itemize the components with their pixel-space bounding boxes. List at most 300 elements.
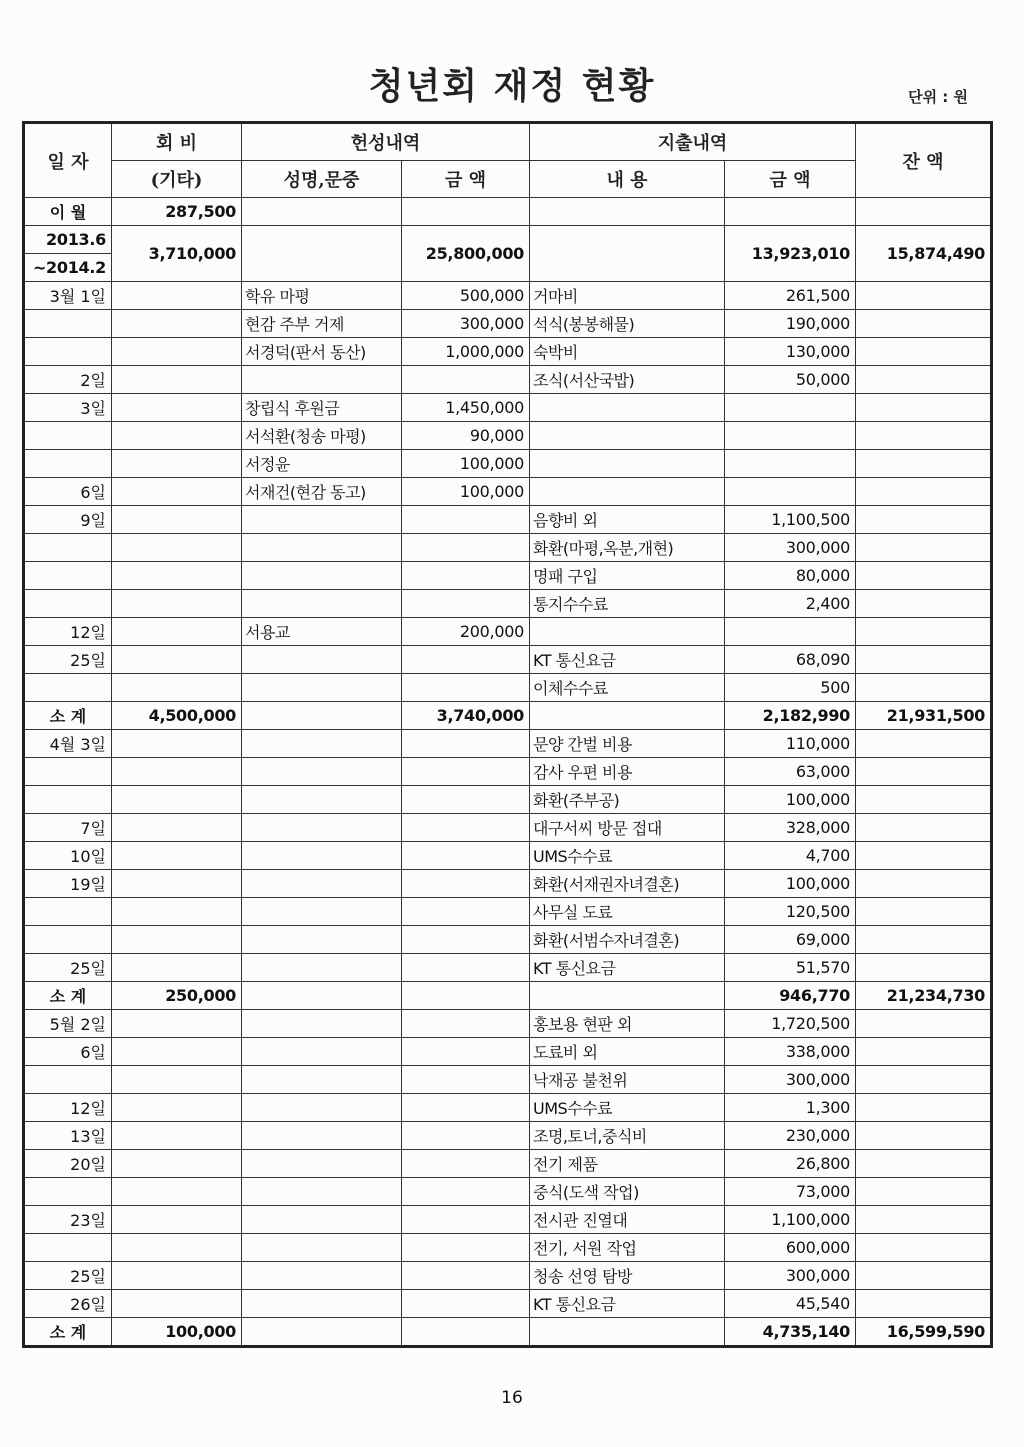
row-fee: [112, 1038, 242, 1066]
row-date: [24, 758, 112, 786]
row-donation-amount: [402, 1262, 530, 1290]
period-donation-amount: 25,800,000: [402, 226, 530, 282]
header-date: 일 자: [24, 123, 112, 198]
row-donor-name: [242, 674, 402, 702]
row-date: [24, 562, 112, 590]
row-date: 25일: [24, 1262, 112, 1290]
row-expense-amount: 2,182,990: [725, 702, 856, 730]
row-expense-content: 명패 구입: [530, 562, 725, 590]
row-expense-content: 조식(서산국밥): [530, 366, 725, 394]
table-row: [24, 870, 992, 898]
row-date: 소 계: [24, 982, 112, 1010]
table-row: [24, 1262, 992, 1290]
row-donation-amount: [402, 646, 530, 674]
row-fee: [112, 898, 242, 926]
row-expense-amount: 500: [725, 674, 856, 702]
row-donation-amount: [402, 562, 530, 590]
row-balance: 16,599,590: [856, 1318, 992, 1347]
row-expense-amount: [725, 618, 856, 646]
row-expense-content: 낙재공 불천위: [530, 1066, 725, 1094]
row-donor-name: [242, 814, 402, 842]
row-expense-amount: [725, 422, 856, 450]
row-fee: [112, 1206, 242, 1234]
row-donor-name: 현감 주부 거제: [242, 310, 402, 338]
row-expense-amount: 130,000: [725, 338, 856, 366]
row-expense-content: 감사 우편 비용: [530, 758, 725, 786]
row-donor-name: 서경덕(판서 동산): [242, 338, 402, 366]
row-balance: [856, 1150, 992, 1178]
row-balance: [856, 898, 992, 926]
row-donor-name: [242, 1178, 402, 1206]
period-balance: 15,874,490: [856, 226, 992, 282]
row-donor-name: 서재건(현감 동고): [242, 478, 402, 506]
row-date: 소 계: [24, 1318, 112, 1347]
row-date: 20일: [24, 1150, 112, 1178]
header-expense-group: 지출내역: [530, 123, 856, 161]
row-expense-amount: 946,770: [725, 982, 856, 1010]
row-expense-amount: 2,400: [725, 590, 856, 618]
row-balance: [856, 1038, 992, 1066]
row-fee: [112, 590, 242, 618]
row-expense-content: [530, 422, 725, 450]
row-donation-amount: [402, 590, 530, 618]
table-row: [24, 814, 992, 842]
row-donor-name: [242, 1290, 402, 1318]
row-donor-name: [242, 842, 402, 870]
row-expense-amount: 100,000: [725, 870, 856, 898]
row-expense-amount: 120,500: [725, 898, 856, 926]
row-balance: [856, 758, 992, 786]
row-balance: [856, 422, 992, 450]
row-expense-content: UMS수수료: [530, 1094, 725, 1122]
row-donation-amount: [402, 786, 530, 814]
row-date: 25일: [24, 954, 112, 982]
row-balance: [856, 478, 992, 506]
row-expense-content: 전기, 서원 작업: [530, 1234, 725, 1262]
row-expense-content: 통지수수료: [530, 590, 725, 618]
row-date: 19일: [24, 870, 112, 898]
row-balance: [856, 506, 992, 534]
row-fee: [112, 310, 242, 338]
row-date: 3월 1일: [24, 282, 112, 310]
row-donor-name: 서용교: [242, 618, 402, 646]
subtotal-row: [24, 1318, 992, 1347]
row-donation-amount: 3,740,000: [402, 702, 530, 730]
row-fee: [112, 478, 242, 506]
header-balance: 잔 액: [856, 123, 992, 198]
row-donor-name: [242, 954, 402, 982]
row-expense-amount: 230,000: [725, 1122, 856, 1150]
finance-table: [22, 121, 993, 1348]
row-fee: [112, 1150, 242, 1178]
row-date: [24, 1066, 112, 1094]
row-expense-content: [530, 1318, 725, 1347]
table-row: [24, 366, 992, 394]
row-date: [24, 422, 112, 450]
row-expense-amount: 300,000: [725, 534, 856, 562]
row-donor-name: [242, 1206, 402, 1234]
row-donation-amount: [402, 674, 530, 702]
row-date: [24, 590, 112, 618]
row-fee: [112, 1010, 242, 1038]
row-fee: [112, 366, 242, 394]
row-donation-amount: 90,000: [402, 422, 530, 450]
row-expense-amount: 600,000: [725, 1234, 856, 1262]
table-row: [24, 1066, 992, 1094]
row-donor-name: [242, 534, 402, 562]
table-row: [24, 1178, 992, 1206]
row-expense-content: 화환(마평,옥분,개현): [530, 534, 725, 562]
period-expense-amount: 13,923,010: [725, 226, 856, 282]
row-expense-content: 화환(서범수자녀결혼): [530, 926, 725, 954]
row-expense-amount: 50,000: [725, 366, 856, 394]
row-fee: [112, 506, 242, 534]
row-expense-amount: 100,000: [725, 786, 856, 814]
row-donor-name: [242, 1262, 402, 1290]
subtotal-row: [24, 702, 992, 730]
row-donation-amount: [402, 954, 530, 982]
row-balance: [856, 814, 992, 842]
header-expense-amount: 금 액: [725, 161, 856, 198]
row-donor-name: [242, 1150, 402, 1178]
row-expense-amount: 26,800: [725, 1150, 856, 1178]
row-expense-amount: 73,000: [725, 1178, 856, 1206]
row-expense-amount: [725, 450, 856, 478]
row-expense-amount: [725, 478, 856, 506]
row-donor-name: [242, 926, 402, 954]
row-fee: [112, 674, 242, 702]
table-row: [24, 926, 992, 954]
row-donation-amount: [402, 1038, 530, 1066]
row-expense-content: 대구서씨 방문 접대: [530, 814, 725, 842]
row-expense-content: 음향비 외: [530, 506, 725, 534]
row-expense-content: [530, 702, 725, 730]
table-row: [24, 590, 992, 618]
row-donation-amount: 500,000: [402, 282, 530, 310]
row-fee: [112, 954, 242, 982]
row-fee: [112, 1094, 242, 1122]
row-fee: [112, 1290, 242, 1318]
row-fee: 100,000: [112, 1318, 242, 1347]
row-balance: [856, 1262, 992, 1290]
row-date: 6일: [24, 1038, 112, 1066]
row-fee: [112, 1066, 242, 1094]
row-balance: [856, 786, 992, 814]
row-date: 7일: [24, 814, 112, 842]
subtotal-row: [24, 982, 992, 1010]
row-expense-content: [530, 478, 725, 506]
row-donor-name: [242, 758, 402, 786]
period-start: 2013.6: [24, 226, 112, 254]
row-donation-amount: [402, 1150, 530, 1178]
row-donation-amount: 100,000: [402, 478, 530, 506]
row-donor-name: [242, 1234, 402, 1262]
carryover-label: 이 월: [24, 198, 112, 226]
row-date: [24, 310, 112, 338]
row-expense-content: 화환(서재권자녀결혼): [530, 870, 725, 898]
row-expense-content: 거마비: [530, 282, 725, 310]
row-donor-name: [242, 1066, 402, 1094]
table-row: [24, 618, 992, 646]
row-balance: 21,234,730: [856, 982, 992, 1010]
row-date: 13일: [24, 1122, 112, 1150]
carryover-fee: 287,500: [112, 198, 242, 226]
table-row: [24, 562, 992, 590]
row-donor-name: [242, 702, 402, 730]
table-row: [24, 394, 992, 422]
row-date: 6일: [24, 478, 112, 506]
row-fee: [112, 1234, 242, 1262]
row-donation-amount: [402, 898, 530, 926]
table-row: [24, 1094, 992, 1122]
row-date: 5월 2일: [24, 1010, 112, 1038]
row-expense-amount: 63,000: [725, 758, 856, 786]
table-row: [24, 730, 992, 758]
row-fee: [112, 1178, 242, 1206]
table-row: [24, 842, 992, 870]
row-balance: [856, 562, 992, 590]
row-donor-name: [242, 786, 402, 814]
page-number: 16: [501, 1388, 523, 1408]
row-fee: [112, 282, 242, 310]
row-expense-content: KT 통신요금: [530, 646, 725, 674]
row-balance: [856, 282, 992, 310]
row-donor-name: [242, 590, 402, 618]
row-date: 25일: [24, 646, 112, 674]
row-balance: [856, 674, 992, 702]
table-row: [24, 1038, 992, 1066]
row-balance: [856, 618, 992, 646]
table-row: [24, 506, 992, 534]
row-donor-name: [242, 366, 402, 394]
row-balance: [856, 1066, 992, 1094]
row-expense-content: 도료비 외: [530, 1038, 725, 1066]
row-donation-amount: [402, 842, 530, 870]
row-donation-amount: [402, 730, 530, 758]
row-fee: 4,500,000: [112, 702, 242, 730]
row-expense-content: 화환(주부공): [530, 786, 725, 814]
row-date: [24, 1234, 112, 1262]
row-donation-amount: [402, 926, 530, 954]
table-row: [24, 646, 992, 674]
row-fee: [112, 450, 242, 478]
row-balance: [856, 1206, 992, 1234]
row-date: [24, 450, 112, 478]
row-balance: [856, 926, 992, 954]
header-fee-other: (기타): [112, 161, 242, 198]
table-row: [24, 310, 992, 338]
row-donation-amount: [402, 1010, 530, 1038]
row-donation-amount: [402, 506, 530, 534]
row-donation-amount: [402, 1066, 530, 1094]
period-end: ~2014.2: [24, 254, 112, 282]
row-donor-name: [242, 1038, 402, 1066]
row-expense-content: 사무실 도료: [530, 898, 725, 926]
row-date: 12일: [24, 618, 112, 646]
row-expense-content: [530, 618, 725, 646]
row-expense-content: 숙박비: [530, 338, 725, 366]
row-donor-name: [242, 898, 402, 926]
table-row: [24, 478, 992, 506]
row-expense-content: 청송 선영 탐방: [530, 1262, 725, 1290]
row-donation-amount: [402, 758, 530, 786]
row-balance: [856, 646, 992, 674]
row-donor-name: 서정윤: [242, 450, 402, 478]
row-expense-amount: 300,000: [725, 1262, 856, 1290]
row-date: [24, 338, 112, 366]
row-donation-amount: [402, 1318, 530, 1347]
row-date: 3일: [24, 394, 112, 422]
row-expense-amount: 4,700: [725, 842, 856, 870]
row-expense-amount: 300,000: [725, 1066, 856, 1094]
row-donor-name: 학유 마평: [242, 282, 402, 310]
row-balance: [856, 590, 992, 618]
row-date: 소 계: [24, 702, 112, 730]
row-balance: 21,931,500: [856, 702, 992, 730]
row-donation-amount: [402, 366, 530, 394]
table-row: [24, 282, 992, 310]
row-expense-content: 중식(도색 작업): [530, 1178, 725, 1206]
row-donation-amount: [402, 1206, 530, 1234]
row-donor-name: 서석환(청송 마평): [242, 422, 402, 450]
row-balance: [856, 1010, 992, 1038]
row-donation-amount: [402, 1122, 530, 1150]
table-row: [24, 1150, 992, 1178]
row-fee: [112, 758, 242, 786]
row-donor-name: [242, 646, 402, 674]
row-date: 23일: [24, 1206, 112, 1234]
row-expense-content: 홍보용 현판 외: [530, 1010, 725, 1038]
table-row: [24, 954, 992, 982]
row-balance: [856, 338, 992, 366]
row-date: 2일: [24, 366, 112, 394]
row-expense-amount: 80,000: [725, 562, 856, 590]
row-fee: 250,000: [112, 982, 242, 1010]
row-expense-content: [530, 394, 725, 422]
row-expense-amount: 261,500: [725, 282, 856, 310]
header-donation-group: 헌성내역: [242, 123, 530, 161]
row-fee: [112, 394, 242, 422]
row-expense-amount: 4,735,140: [725, 1318, 856, 1347]
row-fee: [112, 926, 242, 954]
row-expense-content: KT 통신요금: [530, 1290, 725, 1318]
header-expense-content: 내 용: [530, 161, 725, 198]
row-balance: [856, 1122, 992, 1150]
row-date: 4월 3일: [24, 730, 112, 758]
row-donation-amount: [402, 534, 530, 562]
row-date: 9일: [24, 506, 112, 534]
row-donor-name: [242, 506, 402, 534]
row-date: [24, 926, 112, 954]
row-donation-amount: [402, 1234, 530, 1262]
page-title: 청년회 재정 현황: [368, 65, 656, 107]
row-donor-name: [242, 1010, 402, 1038]
row-donation-amount: 1,450,000: [402, 394, 530, 422]
row-expense-amount: 328,000: [725, 814, 856, 842]
row-donation-amount: [402, 870, 530, 898]
row-expense-amount: 51,570: [725, 954, 856, 982]
row-expense-content: 조명,토너,중식비: [530, 1122, 725, 1150]
row-donor-name: [242, 730, 402, 758]
row-donor-name: [242, 870, 402, 898]
row-expense-amount: 1,100,000: [725, 1206, 856, 1234]
row-expense-content: 문양 간벌 비용: [530, 730, 725, 758]
row-donation-amount: [402, 982, 530, 1010]
table-row: [24, 422, 992, 450]
row-expense-amount: 110,000: [725, 730, 856, 758]
row-expense-content: KT 통신요금: [530, 954, 725, 982]
row-donor-name: [242, 1094, 402, 1122]
row-expense-amount: 1,300: [725, 1094, 856, 1122]
row-fee: [112, 562, 242, 590]
row-date: [24, 674, 112, 702]
unit-label: 단위 : 원: [908, 88, 968, 106]
row-donation-amount: 100,000: [402, 450, 530, 478]
row-expense-amount: 45,540: [725, 1290, 856, 1318]
row-expense-content: 전시관 진열대: [530, 1206, 725, 1234]
row-fee: [112, 646, 242, 674]
header-donation-amount: 금 액: [402, 161, 530, 198]
period-row: [24, 226, 992, 254]
header-donation-name: 성명,문중: [242, 161, 402, 198]
row-balance: [856, 366, 992, 394]
row-balance: [856, 1290, 992, 1318]
row-expense-amount: 68,090: [725, 646, 856, 674]
row-donation-amount: [402, 1290, 530, 1318]
row-donor-name: [242, 1318, 402, 1347]
header-fee: 회 비: [112, 123, 242, 161]
row-donation-amount: [402, 1094, 530, 1122]
row-expense-content: 전기 제품: [530, 1150, 725, 1178]
table-row: [24, 1290, 992, 1318]
row-donor-name: 창립식 후원금: [242, 394, 402, 422]
row-expense-content: [530, 982, 725, 1010]
row-date: [24, 786, 112, 814]
row-balance: [856, 534, 992, 562]
table-row: [24, 758, 992, 786]
table-row: [24, 674, 992, 702]
row-donation-amount: 1,000,000: [402, 338, 530, 366]
row-expense-amount: 69,000: [725, 926, 856, 954]
table-row: [24, 786, 992, 814]
row-fee: [112, 338, 242, 366]
row-expense-amount: 190,000: [725, 310, 856, 338]
row-fee: [112, 422, 242, 450]
row-donation-amount: 200,000: [402, 618, 530, 646]
row-donation-amount: [402, 1178, 530, 1206]
row-balance: [856, 1094, 992, 1122]
row-balance: [856, 394, 992, 422]
row-fee: [112, 842, 242, 870]
row-balance: [856, 1178, 992, 1206]
row-expense-amount: 1,720,500: [725, 1010, 856, 1038]
row-fee: [112, 730, 242, 758]
row-expense-content: UMS수수료: [530, 842, 725, 870]
row-fee: [112, 786, 242, 814]
carryover-row: [24, 198, 992, 226]
table-row: [24, 338, 992, 366]
period-fee: 3,710,000: [112, 226, 242, 282]
row-fee: [112, 814, 242, 842]
row-balance: [856, 310, 992, 338]
row-balance: [856, 450, 992, 478]
table-row: [24, 450, 992, 478]
row-fee: [112, 870, 242, 898]
row-expense-amount: 338,000: [725, 1038, 856, 1066]
row-expense-content: [530, 450, 725, 478]
row-donor-name: [242, 982, 402, 1010]
row-fee: [112, 1122, 242, 1150]
